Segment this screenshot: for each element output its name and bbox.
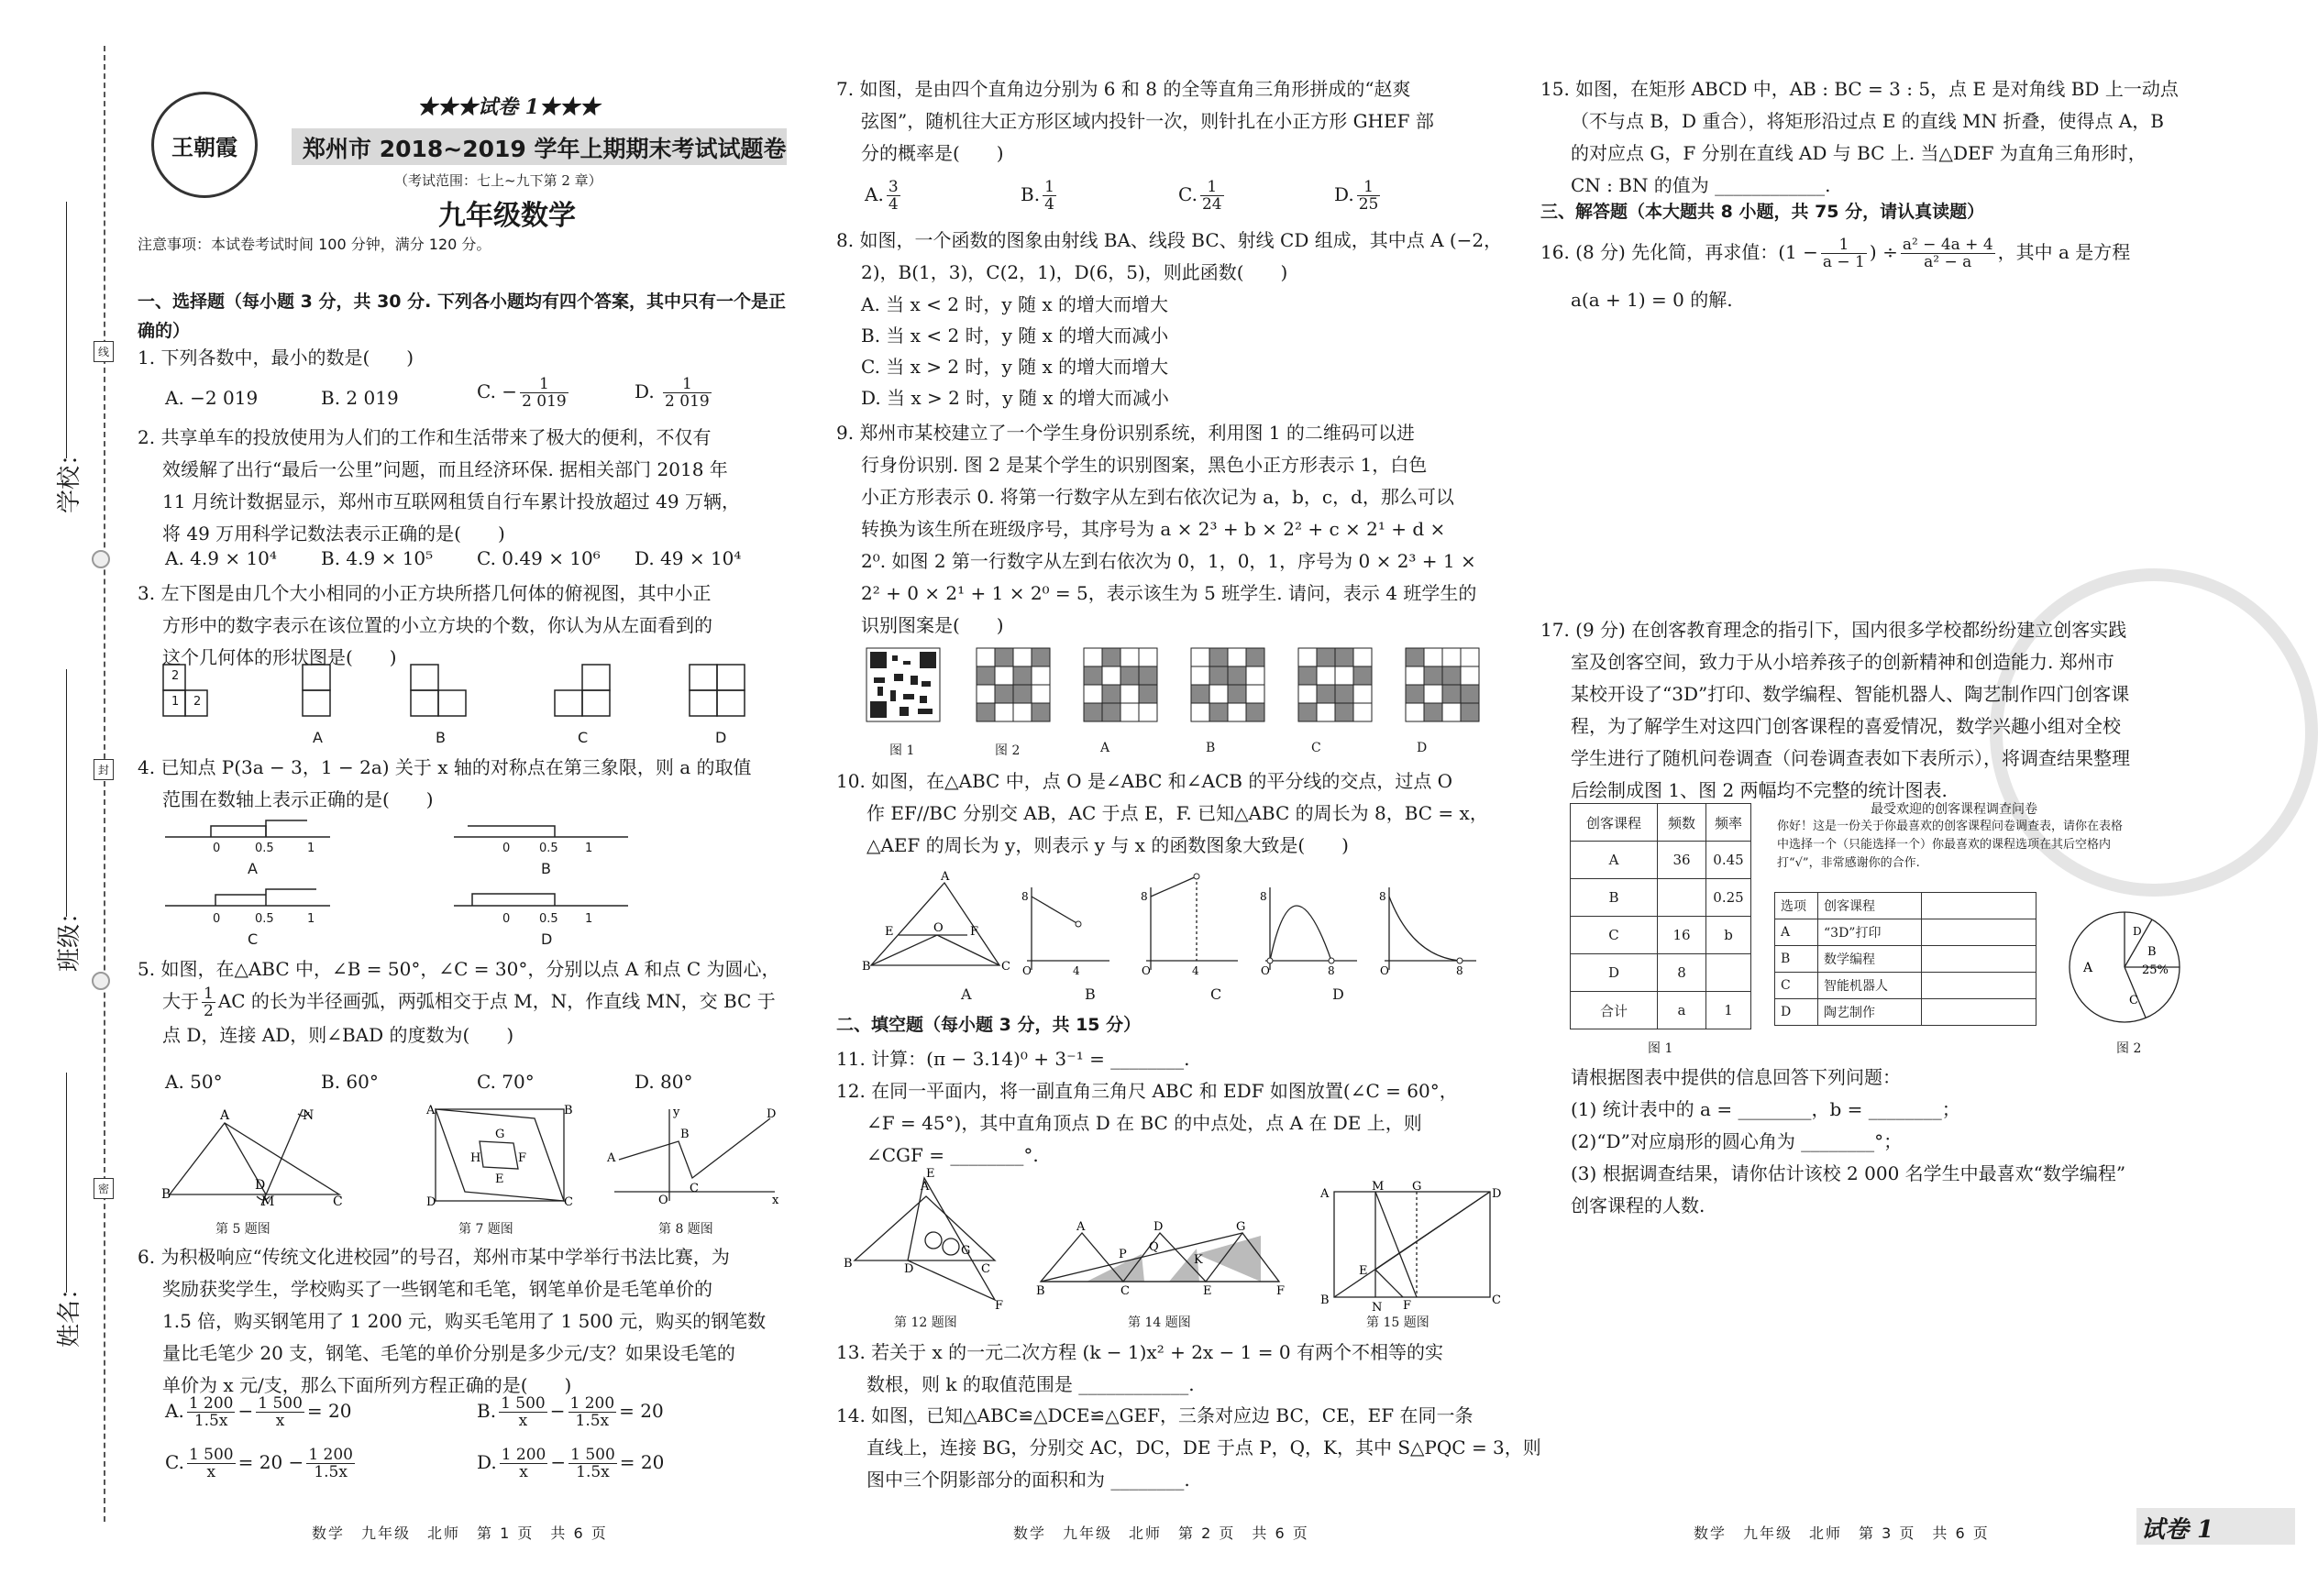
svg-text:F: F: [1276, 1284, 1286, 1298]
figure-q12: [844, 1167, 1009, 1313]
q10-label-c: C: [1210, 985, 1222, 1003]
svg-text:B: B: [1036, 1284, 1045, 1298]
svg-text:B: B: [564, 1104, 573, 1117]
question-14: 14. 如图，已知△ABC≌△DCE≌△GEF，三条对应边 BC，CE，EF 在同一条 直线上，连接 BG，分别交 AC，DC，DE 于点 P，Q，K，其中 S△PQC = 3，则 图中三个阴影部分的面积和为 ________.: [836, 1404, 1541, 1491]
q7-option-b[interactable]: B. $\frac{1}{4}$: [1021, 178, 1054, 214]
svg-text:A: A: [921, 1180, 930, 1194]
name-line: [66, 1073, 67, 1293]
svg-text:E: E: [495, 1172, 504, 1186]
question-17-parts: 请根据图表中提供的信息回答下列问题： (1) 统计表中的 a = ________，b = ________； (2)“D”对应扇形的圆心角为 ________°； (3) 根据调查结果，请你估计该校 2 000 名学生中最喜欢“数学编程” 创客课程的人数.: [1571, 1066, 2126, 1216]
q1-option-b[interactable]: B. 2 019: [321, 387, 399, 409]
q3-cell-top: 2: [171, 669, 180, 683]
q1-option-c[interactable]: C. − $\frac{1}{2 019}$: [477, 375, 567, 411]
svg-text:F: F: [995, 1299, 1004, 1313]
svg-text:C: C: [333, 1194, 343, 1209]
table-row: B 0.25: [1571, 879, 1751, 917]
q2-option-d[interactable]: D. 49 × 10⁴: [635, 547, 742, 569]
q10-label-b: B: [1085, 985, 1096, 1003]
q9-patterns: [866, 648, 1499, 740]
svg-text:A: A: [941, 870, 950, 884]
svg-text:K: K: [1194, 1253, 1203, 1267]
q3-option-b-shape: [411, 665, 466, 716]
question-12: 12. 在同一平面内，将一副直角三角尺 ABC 和 EDF 如图放置(∠C = 60°， ∠F = 45°)，其中直角顶点 D 在 BC 的中点处，点 A 在 DE 上，则 ∠CGF = ________°.: [836, 1080, 1458, 1166]
svg-text:D: D: [426, 1195, 436, 1209]
svg-text:A: A: [607, 1151, 616, 1165]
q7-option-c[interactable]: C. $\frac{1}{24}$: [1178, 178, 1222, 214]
q4-tick-0: 0: [213, 842, 221, 855]
q9-caption-2: 图 2: [995, 743, 1021, 758]
section-1-title: 一、选择题（每小题 3 分，共 30 分. 下列各小题均有四个答案，其中只有一个是正确的）: [138, 292, 786, 341]
question-2: 2. 共享单车的投放使用为人们的工作和生活带来了极大的便利，不仅有 效缓解了出行“最后一公里”问题，而且经济环保. 据相关部门 2018 年 11 月统计数据显示，郑州市互联网租赁自行车累计投放超过 49 万辆， 将 49 万用科学记数法表示正确的是( ): [138, 426, 740, 545]
table-row: A “3D”打印: [1775, 919, 2037, 946]
svg-text:D: D: [2133, 925, 2142, 938]
q6-option-c[interactable]: C. $\frac{1 500}{x}$ = 20 − $\frac{1 200}{1.5x}$: [165, 1446, 353, 1481]
q4-tick-0: 0: [502, 842, 511, 855]
seal-mi-label: 密: [94, 1178, 114, 1199]
svg-text:N: N: [1372, 1301, 1383, 1315]
svg-text:E: E: [1203, 1284, 1212, 1298]
svg-text:B: B: [161, 1187, 171, 1202]
question-16: 16. (8 分) 先化简，再求值：(1 − $\frac{1}{a - 1}$ ) ÷ $\frac{\text{a² − 4a + 4}}{\text{a² − a}}$ ，其中 a 是方程: [1540, 236, 2131, 271]
q4-tick-05: 0.5: [539, 842, 558, 855]
caption-q7: 第 7 题图: [458, 1222, 513, 1237]
svg-text:B: B: [1320, 1293, 1330, 1307]
svg-text:B: B: [2147, 945, 2157, 959]
svg-text:A: A: [1320, 1187, 1330, 1201]
q4-number-lines: [160, 814, 656, 961]
svg-text:y: y: [673, 1106, 680, 1119]
q9-grid-c: [1298, 648, 1372, 721]
q8-option-b[interactable]: B. 当 x < 2 时，y 随 x 的增大而减小: [861, 325, 1169, 347]
question-11: 11. 计算：(π − 3.14)⁰ + 3⁻¹ = ________.: [836, 1048, 1190, 1070]
svg-text:x: x: [772, 1194, 779, 1207]
q9-qr-code: [866, 648, 940, 721]
q10-label-d: D: [1332, 985, 1344, 1003]
question-6: 6. 为积极响应“传统文化进校园”的号召，郑州市某中学举行书法比赛，为 奖励获奖学生，学校购买了一些钢笔和毛笔，钢笔单价是毛笔单价的 1.5 倍，购买钢笔用了 1 200 元，购买毛笔用了 1 500 元，购买的钢笔数 量比毛笔少 20 支，钢笔、毛笔的单价分别是多少元/支？如果设毛笔的 单价为 x 元/支，那么下面所列方程正确的是( ): [138, 1246, 767, 1396]
q5-option-c[interactable]: C. 70°: [477, 1071, 535, 1093]
q3-option-c-shape: [555, 665, 610, 716]
svg-text:F: F: [518, 1151, 527, 1165]
svg-text:8: 8: [1141, 890, 1148, 903]
q4-tick-1: 1: [307, 912, 315, 926]
q10-figures: [862, 869, 1495, 979]
question-1: 1. 下列各数中，最小的数是( ): [138, 347, 414, 369]
class-label: 班级：: [56, 899, 83, 972]
svg-text:Q: Q: [1149, 1240, 1159, 1254]
svg-text:G: G: [961, 1244, 971, 1258]
svg-text:B: B: [862, 960, 871, 974]
svg-text:P: P: [1119, 1248, 1127, 1261]
q9-caption-1: 图 1: [889, 743, 915, 758]
svg-text:D: D: [1492, 1187, 1502, 1201]
q6-option-d[interactable]: D. $\frac{1 200}{x}$ − $\frac{1 500}{1.5x}$ = 20: [477, 1446, 665, 1481]
q3-figures: [156, 660, 779, 752]
svg-text:E: E: [885, 925, 894, 939]
svg-text:4: 4: [1192, 964, 1199, 977]
svg-text:O: O: [1380, 964, 1389, 977]
table-row: D 陶艺制作: [1775, 999, 2037, 1026]
table-row: C 16 b: [1571, 917, 1751, 954]
q7-option-a[interactable]: A. $\frac{3}{4}$: [865, 178, 899, 214]
table-row: A 36 0.45: [1571, 842, 1751, 879]
logo-text: 王朝霞: [171, 133, 237, 160]
q3-label-a: A: [313, 729, 323, 746]
q5-option-a[interactable]: A. 50°: [165, 1071, 223, 1093]
q3-option-d-shape: [690, 665, 745, 716]
svg-text:O: O: [933, 921, 944, 935]
svg-text:G: G: [495, 1128, 505, 1141]
svg-text:C: C: [564, 1195, 573, 1209]
svg-text:B: B: [680, 1128, 690, 1141]
svg-text:O: O: [658, 1194, 668, 1207]
svg-text:C: C: [1120, 1284, 1130, 1298]
exam-title: 郑州市 2018~2019 学年上期期末考试试题卷: [303, 136, 787, 162]
q6-option-a[interactable]: A. $\frac{1 200}{1.5x}$ − $\frac{1 500}{x}$ = 20: [165, 1394, 352, 1430]
caption-q14: 第 14 题图: [1128, 1315, 1191, 1330]
svg-text:N: N: [303, 1108, 315, 1123]
q9-caption-d: D: [1417, 741, 1428, 755]
exam-scope: （考试范围：七上~九下第 2 章）: [394, 172, 602, 189]
table-row: C 智能机器人: [1775, 973, 2037, 999]
svg-text:D: D: [1153, 1220, 1164, 1234]
svg-text:H: H: [470, 1151, 481, 1165]
q4-label-b: B: [541, 860, 551, 877]
class-line: [66, 669, 67, 917]
seal-line-label: 线: [94, 341, 114, 362]
svg-text:D: D: [904, 1262, 914, 1276]
svg-text:A: A: [1076, 1220, 1086, 1234]
q3-label-b: B: [436, 729, 446, 746]
q10-label-a: A: [961, 985, 972, 1003]
svg-text:C: C: [1492, 1293, 1501, 1307]
svg-text:F: F: [1403, 1299, 1412, 1313]
exam-note: 注意事项：本试卷考试时间 100 分钟，满分 120 分。: [138, 236, 491, 253]
question-16-line2: a(a + 1) = 0 的解.: [1571, 289, 1733, 311]
svg-text:E: E: [1359, 1264, 1368, 1278]
svg-text:F: F: [970, 925, 979, 939]
svg-text:O: O: [1022, 964, 1032, 977]
q3-option-a-shape: [303, 665, 330, 716]
q4-tick-1: 1: [585, 842, 593, 855]
table-row: 合计 a 1: [1571, 992, 1751, 1029]
svg-text:G: G: [1412, 1180, 1422, 1194]
binding-dash-line: [104, 46, 105, 1522]
svg-text:C: C: [1001, 960, 1010, 974]
table-row: B 数学编程: [1775, 946, 2037, 973]
q17-caption-1: 图 1: [1648, 1041, 1673, 1056]
paper-tag: ★★★试卷 1★★★: [417, 95, 600, 119]
svg-text:A: A: [220, 1108, 230, 1123]
q8-option-a[interactable]: A. 当 x < 2 时，y 随 x 的增大而增大: [861, 293, 1168, 315]
svg-text:C: C: [981, 1262, 990, 1276]
q17-survey-table: [1774, 892, 2037, 1026]
q8-option-c[interactable]: C. 当 x > 2 时，y 随 x 的增大而增大: [861, 356, 1169, 378]
svg-text:8: 8: [1379, 890, 1386, 903]
svg-text:C: C: [2129, 994, 2138, 1007]
svg-text:D: D: [255, 1178, 266, 1193]
svg-text:8: 8: [1021, 890, 1029, 903]
question-8: 8. 如图，一个函数的图象由射线 BA、线段 BC、射线 CD 组成，其中点 A (−2， 2)，B(1，3)，C(2，1)，D(6，5)，则此函数( ) A. 当 x < 2 时，y 随 x 的增大而增大 B. 当 x < 2 时，y 随 x 的增大而减小 C. 当 x > 2 时，y 随 x 的增大而增大 D. 当 x > 2 时，y 随 x 的增大而减小: [836, 225, 1502, 413]
footer-page-2: 数学 九年级 北师 第 2 页 共 6 页: [1013, 1524, 1309, 1542]
binding-ring: [92, 972, 110, 990]
q5-option-d[interactable]: D. 80°: [635, 1071, 693, 1093]
q9-grid-a: [1084, 648, 1157, 721]
question-7: 7. 如图，是由四个直角边分别为 6 和 8 的全等直角三角形拼成的“赵爽 弦图”，随机往大正方形区域内投针一次，则针扎在小正方形 GHEF 部 分的概率是( ): [836, 78, 1434, 164]
seal-seal-label: 封: [94, 759, 114, 780]
q4-tick-0: 0: [213, 912, 221, 926]
question-5: 5. 如图，在△ABC 中，∠B = 50°，∠C = 30°，分别以点 A 和点 C 为圆心， 大于 $\frac{1}{2}$ AC 的长为半径画弧，两弧相交于点 M，N，作直线 MN，交 BC 于 点 D，连接 AD，则∠BAD 的度数为( ): [138, 958, 780, 1046]
q17-survey-title: 最受欢迎的创客课程调查问卷: [1871, 802, 2037, 817]
q4-tick-1: 1: [585, 912, 593, 926]
svg-text:O: O: [1142, 964, 1151, 977]
binding-ring: [92, 550, 110, 568]
q9-grid-d: [1406, 648, 1479, 721]
svg-text:D: D: [767, 1107, 777, 1121]
q17-caption-2: 图 2: [2116, 1041, 2142, 1056]
svg-text:4: 4: [1073, 964, 1080, 977]
q6-option-b[interactable]: B. $\frac{1 500}{x}$ − $\frac{1 200}{1.5x}$ = 20: [477, 1394, 664, 1430]
figure-q8: [605, 1105, 779, 1205]
question-17: 17. (9 分) 在创客教育理念的指引下，国内很多学校都纷纷建立创客实践 室及创客空间，致力于从小培养孩子的创新精神和创造能力. 郑州市 某校开设了“3D”打印、数学编程、智能机器人、陶艺制作四门创客课 程，为了解学生对这四门创客课程的喜爱情况，数学兴趣小组对全校 学生进行了随机问卷调查（问卷调查表如下表所示），将调查结果整理 后绘制成图 1、图 2 两幅均不完整的统计图表.: [1540, 619, 2130, 801]
caption-q12: 第 12 题图: [894, 1315, 957, 1330]
svg-text:25%: 25%: [2142, 963, 2169, 977]
q1-option-a[interactable]: A. −2 019: [165, 387, 259, 409]
q9-caption-b: B: [1206, 741, 1216, 755]
q9-grid-b: [1191, 648, 1264, 721]
svg-text:B: B: [844, 1257, 853, 1271]
question-15: 15. 如图，在矩形 ABCD 中，AB : BC = 3 : 5，点 E 是对角线 BD 上一动点 （不与点 B，D 重合），将矩形沿过点 E 的直线 MN 折叠，使得点 A，B 的对应点 G，F 分别在直线 AD 与 BC 上. 当△DEF 为直角三角形时， CN : BN 的值为 ____________.: [1540, 78, 2179, 196]
figure-q15: [1320, 1180, 1504, 1315]
q5-option-b[interactable]: B. 60°: [321, 1071, 379, 1093]
q17-frequency-table: [1570, 803, 1751, 1029]
q17-pie-chart: [2065, 908, 2184, 1027]
name-label: 姓名：: [56, 1275, 83, 1348]
school-line: [66, 202, 67, 458]
q4-tick-1: 1: [307, 842, 315, 855]
q8-option-d[interactable]: D. 当 x > 2 时，y 随 x 的增大而减小: [861, 387, 1169, 409]
figure-q7: [426, 1104, 573, 1209]
q3-cell-bl: 1: [171, 695, 180, 709]
caption-q15: 第 15 题图: [1366, 1315, 1429, 1330]
question-10: 10. 如图，在△ABC 中，点 O 是∠ABC 和∠ACB 的平分线的交点，过点 O 作 EF//BC 分别交 AB，AC 于点 E，F. 已知△ABC 的周长为 8，BC = x， △AEF 的周长为 y，则表示 y 与 x 的函数图象大致是( ): [836, 770, 1488, 856]
q4-tick-05: 0.5: [255, 842, 274, 855]
q17-survey-text: 你好！这是一份关于你最喜欢的创客课程问卷调查表，请你在表格中选择一个（只能选择一个）你最喜欢的课程选项在其后空格内打“√”，非常感谢你的合作.: [1777, 820, 2124, 870]
section-2-title: 二、填空题（每小题 3 分，共 15 分）: [836, 1015, 1142, 1035]
svg-text:8: 8: [1456, 964, 1463, 977]
q4-label-a: A: [248, 860, 258, 877]
svg-text:M: M: [1372, 1180, 1385, 1194]
svg-text:E: E: [926, 1167, 935, 1181]
caption-q8: 第 8 题图: [658, 1222, 713, 1237]
svg-text:8: 8: [1260, 890, 1267, 903]
figure-q5: [161, 1105, 348, 1209]
q2-option-c[interactable]: C. 0.49 × 10⁶: [477, 547, 601, 569]
svg-text:A: A: [2083, 961, 2093, 975]
subject-title: 九年级数学: [438, 200, 576, 232]
school-label: 学校：: [56, 441, 83, 513]
svg-text:C: C: [690, 1182, 699, 1195]
q2-option-a[interactable]: A. 4.9 × 10⁴: [165, 547, 277, 569]
section-3-title: 三、解答题（本大题共 8 小题，共 75 分，请认真读题）: [1540, 202, 1985, 222]
q4-tick-05: 0.5: [255, 912, 274, 926]
q4-label-c: C: [248, 930, 259, 948]
question-4: 4. 已知点 P(3a − 3，1 − 2a) 关于 x 轴的对称点在第三象限，则 a 的取值 范围在数轴上表示正确的是( ): [138, 756, 752, 810]
table-row: D 8: [1571, 954, 1751, 992]
q9-grid-figure2: [977, 648, 1050, 721]
svg-text:O: O: [1261, 964, 1270, 977]
svg-text:M: M: [261, 1194, 275, 1209]
footer-page-1: 数学 九年级 北师 第 1 页 共 6 页: [312, 1524, 608, 1542]
figure-q14: [1036, 1210, 1284, 1302]
question-9: 9. 郑州市某校建立了一个学生身份识别系统，利用图 1 的二维码可以进 行身份识别. 图 2 是某个学生的识别图案，黑色小正方形表示 1，白色 小正方形表示 0. 将第一行数字从左到右依次记为 a，b，c，d，那么可以 转换为该生所在班级序号，其序号为 a × 2³ + b × 2² + c × 2¹ + d × 2⁰. 如图 2 第一行数字从左到右依次为 0，1，0，1，序号为 0 × 2³ + 1 × 2² + 0 × 2¹ + 1 × 2⁰ = 5，表示该生为 5 班学生. 请问，表示 4 班学生的 识别图案是( ): [836, 422, 1477, 636]
question-13: 13. 若关于 x 的一元二次方程 (k − 1)x² + 2x − 1 = 0 有两个不相等的实 数根，则 k 的取值范围是 ____________.: [836, 1341, 1443, 1395]
table-header-row: 创客课程 频数 频率: [1571, 804, 1751, 842]
table-header-row: 选项 创客课程: [1775, 893, 2037, 919]
q9-caption-c: C: [1311, 741, 1321, 755]
footer-paper-tag: 试卷 1: [2141, 1516, 2214, 1544]
q4-tick-0: 0: [502, 912, 511, 926]
svg-text:8: 8: [1328, 964, 1335, 977]
caption-q5: 第 5 题图: [215, 1222, 270, 1237]
q3-label-c: C: [578, 729, 589, 746]
svg-text:G: G: [1236, 1220, 1246, 1234]
q2-option-b[interactable]: B. 4.9 × 10⁵: [321, 547, 434, 569]
svg-text:A: A: [426, 1104, 436, 1117]
q1-option-d[interactable]: D. $\frac{1}{2 019}$: [635, 375, 710, 411]
q7-option-d[interactable]: D. $\frac{1}{25}$: [1334, 178, 1379, 214]
q4-label-d: D: [541, 930, 553, 948]
q4-tick-05: 0.5: [539, 912, 558, 926]
question-3: 3. 左下图是由几个大小相同的小正方块所搭几何体的俯视图，其中小正 方形中的数字表示在该位置的小立方块的个数，你认为从左面看到的 这个几何体的形状图是( ): [138, 582, 712, 668]
q3-cell-br: 2: [193, 695, 202, 709]
footer-page-3: 数学 九年级 北师 第 3 页 共 6 页: [1694, 1524, 1990, 1542]
q9-caption-a: A: [1100, 741, 1110, 755]
logo-badge: [151, 92, 258, 198]
q3-label-d: D: [715, 729, 727, 746]
